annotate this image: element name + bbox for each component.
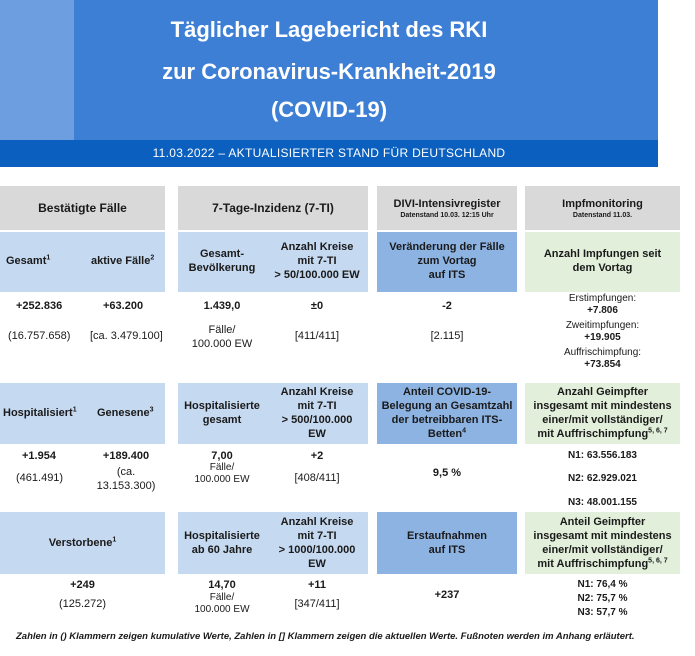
recovered-cumulative-value: (ca. 13.153.300): [96, 466, 156, 492]
vacc-header-title: Impfmonitoring: [562, 198, 643, 210]
districts-50-change: ±0: [310, 300, 324, 312]
footer-note: Zahlen in () Klammern zeigen kumulative Werte, Zahlen in [] Klammern zeigen die aktuellen Werte. Fußnoten werden im Anhang erläutert.: [16, 631, 635, 642]
districts-500-current: [408/411]: [294, 472, 340, 484]
active-new-value: +63.200: [103, 300, 144, 312]
vaccinated-n1-value: N1: 63.556.183: [568, 450, 637, 461]
districts-50-label: Anzahl Kreise mit 7-TI > 50/100.000 EW: [274, 241, 360, 281]
districts-500-change: +2: [310, 450, 324, 462]
incidence-total-value: 1.439,0: [203, 300, 241, 312]
share-n3-value: N3: 57,7 %: [577, 607, 628, 618]
hosp-incidence-value: 7,00: [211, 450, 233, 462]
second-dose-value: +19.905: [584, 332, 621, 343]
total-cumulative-value: (16.757.658): [8, 330, 71, 342]
hosp-60-incidence-value: 14,70: [208, 579, 236, 591]
districts-1000-change: +11: [307, 579, 327, 591]
its-admissions-label: Erstaufnahmen auf ITS: [377, 512, 517, 574]
col-divi-header: [377, 186, 517, 230]
report-title-line1: Täglicher Lagebericht des RKI: [170, 17, 488, 42]
its-admissions-value: +237: [434, 589, 460, 601]
vaccinations-since-values: [525, 293, 680, 371]
districts-1000-current: [347/411]: [294, 598, 340, 610]
vaccinated-count-label: Anzahl Geimpfter insgesamt mit mindestens einer/mit vollständiger/ mit Auffrischimpfung$^{5, 6, 7}$: [525, 383, 680, 444]
recovered-label: Genesene$^3$: [97, 406, 154, 419]
active-label: aktive Fälle$^2$: [91, 254, 155, 267]
booster-value: +73.854: [584, 359, 621, 370]
hospitalized-cumulative-value: (461.491): [16, 472, 64, 484]
vaccinated-share-label: Anteil Geimpfter insgesamt mit mindestens einer/mit vollständiger/ mit Auffrischimpfung$^{5, 6, 7}$: [525, 512, 680, 574]
deaths-cumulative-value: (125.272): [58, 598, 107, 610]
divi-header-datestamp: Datenstand 10.03. 12:15 Uhr: [400, 212, 494, 219]
hospitalized-new-value: +1.954: [22, 450, 56, 462]
its-change-label: Veränderung der Fälle zum Vortag auf ITS: [377, 232, 517, 292]
incidence-labels-cell-1: [178, 232, 368, 292]
vaccinated-n3-value: N3: 48.001.155: [568, 497, 637, 508]
booster-label: Auffrischimpfung:: [563, 347, 642, 358]
col-incidence-header: 7-Tage-Inzidenz (7-TI): [178, 186, 368, 230]
population-label: Gesamt- Bevölkerung: [188, 248, 256, 274]
hosp-total-label: Hospitalisierte gesamt: [184, 400, 260, 426]
hosp-incidence-unit: Fälle/ 100.000 EW: [194, 462, 250, 485]
share-n1-value: N1: 76,4 %: [577, 579, 628, 590]
total-label: Gesamt$^1$: [6, 254, 51, 267]
deaths-label: Verstorbene$^1$: [0, 512, 165, 574]
hosp-60-incidence-unit: Fälle/ 100.000 EW: [194, 592, 250, 615]
incidence-labels-cell-3: [178, 512, 368, 574]
report-date: 11.03.2022 – AKTUALISIERTER STAND FÜR DEUTSCHLAND: [152, 146, 506, 160]
vaccinated-share-values: [525, 578, 680, 620]
divi-header-title: DIVI-Intensivregister: [393, 198, 501, 210]
its-share-label: Anteil COVID-19- Belegung an Gesamtzahl der betreibbaren ITS- Betten$^4$: [377, 383, 517, 444]
total-new-value: +252.836: [16, 300, 63, 312]
share-n2-value: N2: 75,7 %: [577, 593, 628, 604]
confirmed-labels-cell: [0, 232, 165, 292]
deaths-new-value: +249: [70, 579, 95, 591]
recovered-new-value: +189.400: [102, 450, 150, 462]
its-change-value: -2: [442, 300, 452, 312]
report-title-line2: zur Coronavirus-Krankheit-2019: [162, 59, 496, 84]
hospitalized-label: Hospitalisiert$^1$: [3, 406, 77, 419]
col-confirmed-header: Bestätigte Fälle: [0, 186, 165, 230]
districts-500-label: Anzahl Kreise mit 7-TI > 500/100.000 EW: [280, 386, 354, 440]
vaccinations-since-label: Anzahl Impfungen seit dem Vortag: [525, 232, 680, 292]
districts-1000-label: Anzahl Kreise mit 7-TI > 1000/100.000 EW: [278, 516, 356, 570]
hosp-60-label: Hospitalisierte ab 60 Jahre: [184, 530, 260, 556]
report-title-line3: (COVID-19): [270, 97, 388, 122]
its-current-value: [2.115]: [430, 330, 464, 342]
vacc-header-datestamp: Datenstand 11.03.: [572, 212, 633, 219]
vaccinated-n2-value: N2: 62.929.021: [568, 473, 637, 484]
districts-50-current: [411/411]: [294, 330, 340, 342]
active-current-value: [ca. 3.479.100]: [90, 330, 163, 342]
incidence-labels-cell-2: [178, 383, 368, 444]
first-dose-value: +7.806: [587, 305, 618, 316]
its-share-value: 9,5 %: [432, 467, 462, 479]
incidence-total-unit: Fälle/ 100.000 EW: [191, 324, 253, 350]
col-vaccination-header: [525, 186, 680, 230]
hospital-labels-cell: [0, 383, 165, 444]
first-dose-label: Erstimpfungen:: [568, 293, 637, 304]
second-dose-label: Zweitimpfungen:: [565, 320, 640, 331]
